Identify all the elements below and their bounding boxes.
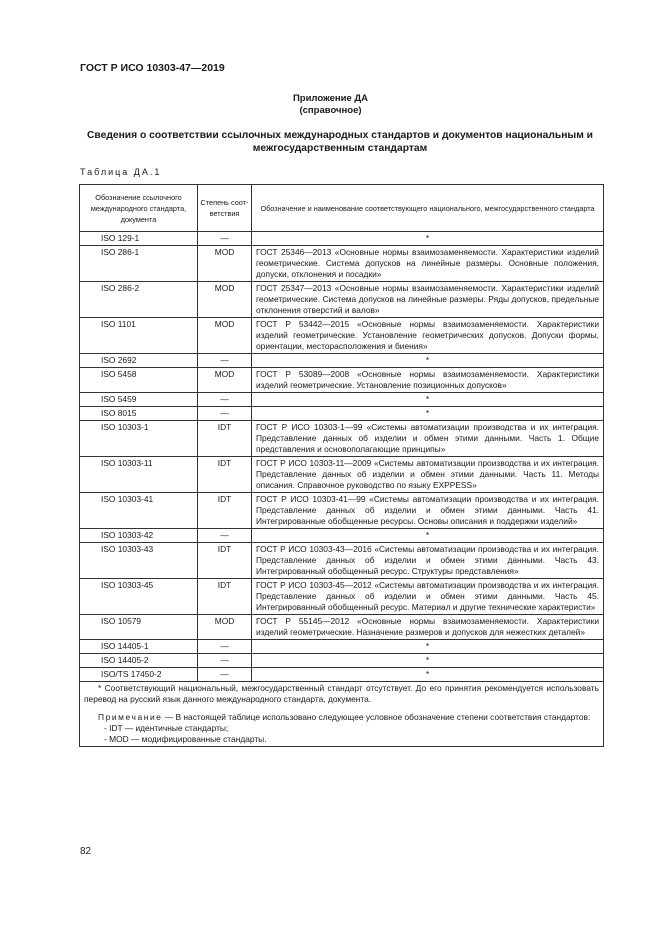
reference-cell: ISO 10303-43 — [80, 543, 198, 579]
table-row — [80, 654, 604, 668]
degree-cell: MOD — [198, 282, 252, 318]
degree-cell: IDT — [198, 457, 252, 493]
national-standard-cell: ГОСТ 25346—2013 «Основные нормы взаимозаменяемости. Характеристики изделий геометрические. Система допусков на линейные размеры. Основные положения, допуски, отклонения и посадки» — [252, 246, 604, 282]
document-code: ГОСТ Р ИСО 10303-47—2019 — [80, 62, 225, 74]
table-row — [80, 354, 604, 368]
national-standard-cell: ГОСТ Р 53442—2015 «Основные нормы взаимозаменяемости. Характеристики изделий геометрические. Установление геометрических допусков. Допуски формы, ориентации, месторасположения и биения» — [252, 318, 604, 354]
degree-cell: IDT — [198, 493, 252, 529]
table-row — [80, 615, 604, 640]
degree-cell: — — [198, 354, 252, 368]
table-row — [80, 246, 604, 282]
national-standard-cell: * — [252, 407, 604, 421]
note-item-idt: - IDT — идентичные стандарты; — [104, 723, 229, 733]
degree-cell: — — [198, 640, 252, 654]
degree-cell: — — [198, 529, 252, 543]
national-standard-cell: * — [252, 232, 604, 246]
reference-cell: ISO 129-1 — [80, 232, 198, 246]
national-standard-cell: ГОСТ 25347—2013 «Основные нормы взаимозаменяемости. Характеристики изделий геометрические. Система допусков на линейные размеры. Ряды допусков, предельные отклонения отверстий и валов» — [252, 282, 604, 318]
reference-cell: ISO 286-2 — [80, 282, 198, 318]
national-standard-cell: ГОСТ Р 53089—2008 «Основные нормы взаимозаменяемости. Характеристики изделий геометрические. Установление позиционных допусков» — [252, 368, 604, 393]
national-standard-cell: ГОСТ Р ИСО 10303-45—2012 «Системы автоматизации производства и их интеграция. Представление данных об изделии и обмен этими данными. Часть 45. Интегрированный обобщенный ресурс. Материал и другие технические характеристи» — [252, 579, 604, 615]
national-standard-cell: * — [252, 654, 604, 668]
reference-cell: ISO 10303-45 — [80, 579, 198, 615]
degree-cell: IDT — [198, 579, 252, 615]
table-row — [80, 457, 604, 493]
degree-cell: — — [198, 232, 252, 246]
page-number: 82 — [80, 846, 92, 857]
table-row — [80, 421, 604, 457]
degree-cell: — — [198, 668, 252, 682]
appendix-type: (справочное) — [299, 105, 362, 116]
table-row — [80, 368, 604, 393]
reference-cell: ISO 14405-1 — [80, 640, 198, 654]
column-header-reference: Обозначение ссылочного международного стандарта, документа — [80, 185, 198, 232]
reference-cell: ISO 1101 — [80, 318, 198, 354]
table-footnote-section — [80, 682, 604, 747]
degree-cell: MOD — [198, 246, 252, 282]
table-row — [80, 529, 604, 543]
table-row — [80, 668, 604, 682]
footnote-text: * Соответствующий национальный, межгосударственный стандарт отсутствует. До его принятия рекомендуется использовать перевод на русский язык данного международного стандарта, документа. — [84, 683, 599, 704]
reference-cell: ISO 5459 — [80, 393, 198, 407]
note-label: Примечание — [98, 712, 163, 722]
reference-cell: ISO 10303-41 — [80, 493, 198, 529]
national-standard-cell: * — [252, 640, 604, 654]
national-standard-cell: * — [252, 668, 604, 682]
table-row — [80, 640, 604, 654]
table-row — [80, 393, 604, 407]
reference-cell: ISO 10579 — [80, 615, 198, 640]
note-paragraph — [84, 712, 599, 723]
national-standard-cell: ГОСТ Р 55145—2012 «Основные нормы взаимозаменяемости. Характеристики изделий геометрические. Назначение размеров и допусков для нежестких деталей» — [252, 615, 604, 640]
table-row — [80, 232, 604, 246]
footnote-row — [80, 682, 604, 747]
national-standard-cell: * — [252, 529, 604, 543]
table-body — [80, 232, 604, 682]
reference-cell: ISO 2692 — [80, 354, 198, 368]
note-text: — В настоящей таблице использовано следующее условное обозначение степени соответствия стандартов: — [162, 712, 591, 722]
appendix-title: Приложение ДА — [292, 93, 369, 104]
national-standard-cell: ГОСТ Р ИСО 10303-41—99 «Системы автоматизации производства и их интеграция. Представление данных об изделии и обмен этими данными. Часть 41. Интегрированные обобщенные ресурсы. Основы описания и поддержки изделий» — [252, 493, 604, 529]
column-header-national: Обозначение и наименование соответствующего национального, межгосударственного стандарта — [252, 185, 604, 232]
correspondence-table — [79, 184, 604, 747]
degree-cell: IDT — [198, 543, 252, 579]
table-label: Таблица ДА.1 — [80, 167, 162, 177]
table-row — [80, 579, 604, 615]
table-row — [80, 493, 604, 529]
degree-cell: MOD — [198, 318, 252, 354]
national-standard-cell: * — [252, 393, 604, 407]
degree-cell: — — [198, 407, 252, 421]
national-standard-cell: ГОСТ Р ИСО 10303-1—99 «Системы автоматизации производства и их интеграция. Представление данных об изделии и обмен этими данными. Часть 1. Общие представления и основополагающие принципы» — [252, 421, 604, 457]
table-row — [80, 318, 604, 354]
reference-cell: ISO 286-1 — [80, 246, 198, 282]
table-row — [80, 282, 604, 318]
national-standard-cell: ГОСТ Р ИСО 10303-11—2009 «Системы автоматизации производства и их интеграция. Представление данных об изделии и обмен этими данными. Часть 11. Методы описания. Справочное руководство по языку EXPPESS» — [252, 457, 604, 493]
column-header-degree: Степень соот- ветствия — [198, 185, 252, 232]
reference-cell: ISO 10303-42 — [80, 529, 198, 543]
reference-cell: ISO/TS 17450-2 — [80, 668, 198, 682]
footnote-cell — [80, 682, 604, 747]
reference-cell: ISO 14405-2 — [80, 654, 198, 668]
national-standard-cell: * — [252, 354, 604, 368]
section-title: Сведения о соответствии ссылочных международных стандартов и документов национальным и межгосударственным стандартам — [86, 130, 594, 154]
table-row — [80, 543, 604, 579]
degree-cell: MOD — [198, 368, 252, 393]
reference-cell: ISO 5458 — [80, 368, 198, 393]
reference-cell: ISO 10303-11 — [80, 457, 198, 493]
note-item-mod: - MOD — модифицированные стандарты. — [104, 734, 267, 744]
degree-cell: — — [198, 393, 252, 407]
degree-cell: IDT — [198, 421, 252, 457]
table-row — [80, 407, 604, 421]
reference-cell: ISO 10303-1 — [80, 421, 198, 457]
national-standard-cell: ГОСТ Р ИСО 10303-43—2016 «Системы автоматизации производства и их интеграция. Представление данных об изделии и обмен этими данными. Часть 43. Интегрированный обобщенный ресурс. Структуры представления» — [252, 543, 604, 579]
degree-cell: MOD — [198, 615, 252, 640]
degree-cell: — — [198, 654, 252, 668]
reference-cell: ISO 8015 — [80, 407, 198, 421]
table-header-row — [80, 185, 604, 232]
